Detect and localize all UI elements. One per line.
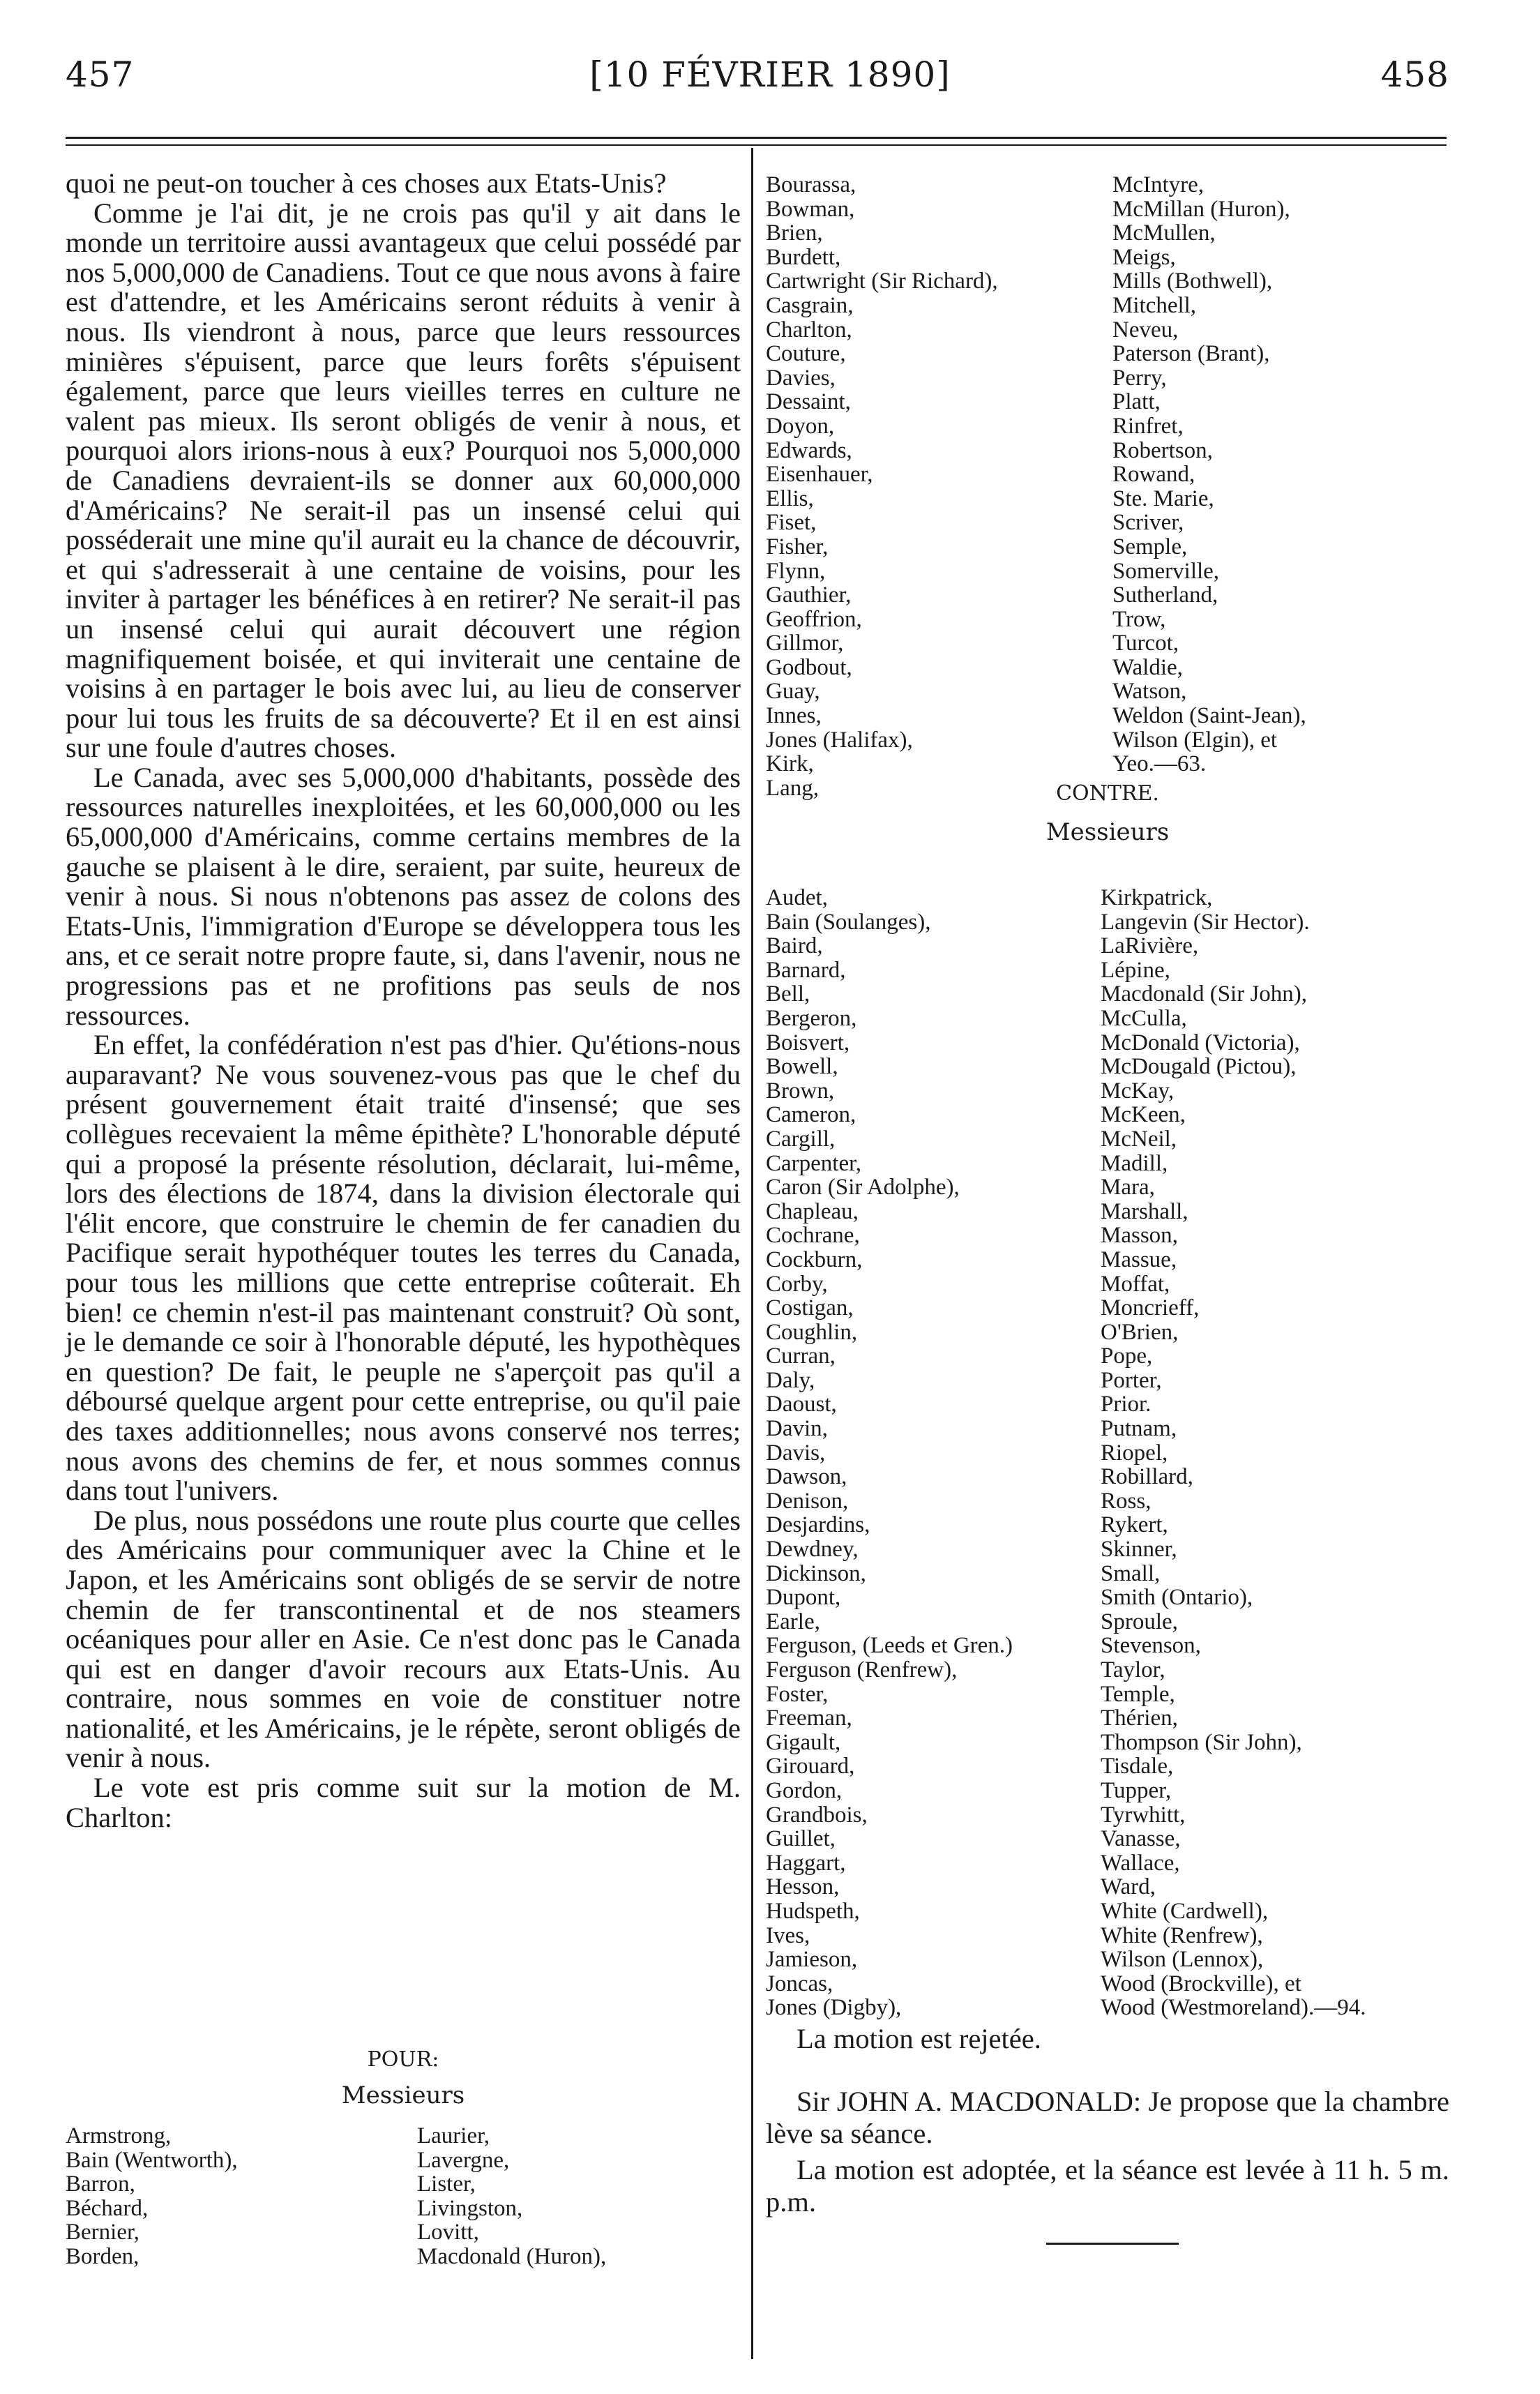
member-name: Robillard, xyxy=(1101,1464,1193,1490)
member-name: Ferguson (Renfrew), xyxy=(766,1657,958,1682)
member-name: Bell, xyxy=(766,981,810,1007)
member-name: Rinfret, xyxy=(1112,413,1184,439)
member-name: Doyon, xyxy=(766,413,835,439)
member-name: McDougald (Pictou), xyxy=(1101,1054,1297,1080)
member-name: Gauthier, xyxy=(766,582,852,608)
pour-names-list-d xyxy=(1112,173,1306,776)
member-name: McDonald (Victoria), xyxy=(1101,1030,1300,1055)
macdonald-text xyxy=(766,2086,1449,2150)
member-name: Wood (Westmoreland).—94. xyxy=(1101,1995,1366,2021)
member-name: Macdonald (Sir John), xyxy=(1101,981,1308,1007)
member-name: Dickinson, xyxy=(766,1560,866,1586)
member-name: Scriver, xyxy=(1112,510,1184,536)
pour-label: POUR: xyxy=(367,2047,439,2072)
member-name: Temple, xyxy=(1101,1681,1175,1707)
member-name: Trow, xyxy=(1112,606,1166,632)
left-column xyxy=(66,169,741,1832)
member-name: Riopel, xyxy=(1101,1440,1168,1466)
member-name: Costigan, xyxy=(766,1295,854,1321)
member-name: Meigs, xyxy=(1112,244,1176,270)
member-name: Earle, xyxy=(766,1609,820,1634)
member-name: Stevenson, xyxy=(1101,1633,1201,1659)
pour-names-list-a xyxy=(66,2124,238,2269)
member-name: Laurier, xyxy=(417,2123,490,2148)
member-name: Skinner, xyxy=(1101,1537,1177,1563)
member-name: Lavergne, xyxy=(417,2147,510,2173)
member-name: Cartwright (Sir Richard), xyxy=(766,269,998,294)
member-name: Daoust, xyxy=(766,1392,837,1417)
member-name: White (Cardwell), xyxy=(1101,1898,1269,1924)
member-name: Desjardins, xyxy=(766,1512,870,1538)
member-name: Brien, xyxy=(766,220,823,246)
motion-rejected: La motion est rejetée. xyxy=(797,2023,1041,2054)
member-name: Dewdney, xyxy=(766,1537,859,1563)
member-name: Barron, xyxy=(66,2171,135,2197)
member-name: Turcot, xyxy=(1112,631,1179,656)
member-name: Dessaint, xyxy=(766,389,851,415)
member-name: Ward, xyxy=(1101,1874,1156,1900)
paragraph: Comme je l'ai dit, je ne crois pas qu'il y ait dans le monde un territoire aussi avantageux que celui possédé par nos 5,000,000 de Canadiens. Tout ce que nous avons à faire est d'attendre, et les Américains seront réduits à venir à nous. Ils viendront à nous, parce que leurs ressources minières s'épuisent, parce que leurs forêts s'épuisent également, parce que leurs vieilles terres en culture ne valent pas mieux. Ils seront obligés de venir à nous, et pourquoi alors irions-nous à eux? Pourquoi nos 5,000,000 de Canadiens devraient-ils se donner aux 60,000,000 d'Américains? Ne serait-il pas un insensé celui qui posséderait une mine qu'il aurait eu la chance de découvrir, et qui s'adresserait à une centaine de voisins, pour les inviter à partager les bénéfices à en retirer? Ne serait-il pas un insensé celui qui aurait découvert une région magnifiquement boisée, et qui inviterait une centaine de voisins à en partager le bois avec lui, au lieu de conserver pour lui tous les fruits de sa découverte? Et il en est ainsi sur une foule d'autres choses. xyxy=(66,197,741,764)
member-name: Borden, xyxy=(66,2243,139,2269)
member-name: Wallace, xyxy=(1101,1850,1180,1876)
member-name: Bergeron, xyxy=(766,1005,857,1031)
member-name: Chapleau, xyxy=(766,1198,859,1224)
member-name: Jamieson, xyxy=(766,1947,858,1973)
member-name: Pope, xyxy=(1101,1343,1153,1369)
member-name: Coughlin, xyxy=(766,1319,858,1345)
member-name: Hudspeth, xyxy=(766,1898,860,1924)
member-name: Macdonald (Huron), xyxy=(417,2243,607,2269)
member-name: Yeo.—63. xyxy=(1112,751,1207,777)
member-name: Ste. Marie, xyxy=(1112,485,1214,511)
member-name: Bernier, xyxy=(66,2220,139,2245)
page-number-right: 458 xyxy=(1380,54,1449,95)
member-name: Boisvert, xyxy=(766,1030,850,1055)
member-name: Baird, xyxy=(766,933,823,959)
member-name: Wood (Brockville), et xyxy=(1101,1971,1301,1996)
member-name: Gigault, xyxy=(766,1729,841,1755)
member-name: Semple, xyxy=(1112,534,1188,559)
member-name: McNeil, xyxy=(1101,1126,1177,1152)
member-name: Burdett, xyxy=(766,244,841,270)
member-name: O'Brien, xyxy=(1101,1319,1179,1345)
member-name: Eisenhauer, xyxy=(766,462,873,488)
member-name: Corby, xyxy=(766,1271,828,1297)
member-name: Tupper, xyxy=(1101,1777,1172,1803)
pour-heading xyxy=(66,2047,741,2109)
member-name: Davies, xyxy=(766,365,836,391)
member-name: Bain (Soulanges), xyxy=(766,909,931,935)
member-name: Livingston, xyxy=(417,2195,523,2221)
paragraph: En effet, la confédération n'est pas d'hier. Qu'étions-nous auparavant? Ne vous souvenez-vous pas que le chef du présent gouvernement était traité d'insensé; que ses collègues recevaient la même épithète? L'honorable député qui a proposé la présente résolution, déclarait, lui-même, lors des élections de 1874, dans la division électorale qui l'élit encore, que construire le chemin de fer canadien du Pacifique serait hypothéquer toutes les terres du Canada, pour tous les millions que cette entreprise coûterait. Eh bien! ce chemin n'est-il pas maintenant construit? Où sont, je le demande ce soir à l'honorable député, les hypothèques en question? De fait, le peuple ne s'aperçoit pas qu'il a déboursé quelque argent pour cette entreprise, ou qu'il paie des taxes additionnelles; nous avons conservé nos terres; nous avons des chemins de fer, et nous sommes connus dans tout l'univers. xyxy=(66,1029,741,1507)
member-name: Wilson (Lennox), xyxy=(1101,1947,1264,1973)
member-name: Barnard, xyxy=(766,957,846,983)
member-name: Kirkpatrick, xyxy=(1101,885,1213,910)
member-name: McKay, xyxy=(1101,1078,1175,1104)
member-name: Tyrwhitt, xyxy=(1101,1802,1186,1828)
paragraph: Le Canada, avec ses 5,000,000 d'habitants, possède des ressources naturelles inexploitées, et les 60,000,000 ou les 65,000,000 d'Américains, comme certains membres de la gauche se plaisent à le dire, seraient, par suite, heureux de venir à nous. Si nous n'obtenons pas assez de colons des Etats-Unis, l'immigration d'Europe se développera tous les ans, et ce serait notre propre faute, si, dans l'avenir, nous ne progressions pas et ne profitions pas seuls de nos ressources. xyxy=(66,761,741,1031)
contre-names-list-b xyxy=(1101,886,1366,2020)
member-name: Sutherland, xyxy=(1112,582,1218,608)
member-name: Wilson (Elgin), et xyxy=(1112,727,1278,753)
member-name: Smith (Ontario), xyxy=(1101,1585,1253,1611)
member-name: Ferguson, (Leeds et Gren.) xyxy=(766,1633,1013,1659)
member-name: Cochrane, xyxy=(766,1223,860,1249)
member-name: Ives, xyxy=(766,1922,810,1948)
header-rule xyxy=(66,137,1447,139)
adopted-text xyxy=(766,2154,1449,2218)
member-name: Jones (Digby), xyxy=(766,1995,902,2021)
member-name: Weldon (Saint-Jean), xyxy=(1112,703,1306,729)
paragraph: De plus, nous possédons une route plus courte que celles des Américains pour communiquer avec la Chine et le Japon, et les Américains sont obligés de se servir de notre chemin de fer transcontinental et de nos steamers océaniques pour aller en Asie. Ce n'est donc pas le Canada qui est en danger d'avoir recours aux Etats-Unis. Au contraire, nous sommes en voie de constituer notre nationalité, et les Américains, je le répète, seront obligés de venir à nous. xyxy=(66,1504,741,1774)
member-name: Dawson, xyxy=(766,1464,847,1490)
end-rule xyxy=(1046,2243,1179,2245)
member-name: Girouard, xyxy=(766,1754,855,1779)
member-name: Curran, xyxy=(766,1343,836,1369)
member-name: Thompson (Sir John), xyxy=(1101,1729,1302,1755)
member-name: Armstrong, xyxy=(66,2123,172,2148)
pour-names-list-b xyxy=(417,2124,606,2269)
member-name: Marshall, xyxy=(1101,1198,1188,1224)
member-name: Madill, xyxy=(1101,1150,1168,1176)
member-name: Couture, xyxy=(766,341,846,367)
member-name: Thérien, xyxy=(1101,1706,1178,1731)
member-name: Rowand, xyxy=(1112,462,1195,488)
member-name: Casgrain, xyxy=(766,292,854,318)
member-name: Cargill, xyxy=(766,1126,836,1152)
member-name: Brown, xyxy=(766,1078,835,1104)
member-name: Ross, xyxy=(1101,1488,1152,1514)
member-name: Mara, xyxy=(1101,1175,1155,1200)
member-name: McCulla, xyxy=(1101,1005,1187,1031)
member-name: Freeman, xyxy=(766,1706,852,1731)
member-name: Somerville, xyxy=(1112,558,1220,584)
member-name: Lépine, xyxy=(1101,957,1170,983)
member-name: Guay, xyxy=(766,679,820,705)
member-name: McMullen, xyxy=(1112,220,1216,246)
result-text xyxy=(766,2023,1449,2055)
member-name: McIntyre, xyxy=(1112,172,1205,197)
member-name: Bowell, xyxy=(766,1054,838,1080)
member-name: Robertson, xyxy=(1112,437,1213,463)
member-name: Grandbois, xyxy=(766,1802,868,1828)
paragraph: Le vote est pris comme suit sur la motion de M. Charlton: xyxy=(66,1772,741,1833)
member-name: Bain (Wentworth), xyxy=(66,2147,238,2173)
member-name: Moffat, xyxy=(1101,1271,1170,1297)
member-name: Kirk, xyxy=(766,751,814,777)
member-name: Guillet, xyxy=(766,1826,836,1852)
member-name: Caron (Sir Adolphe), xyxy=(766,1175,960,1200)
member-name: Prior. xyxy=(1101,1392,1152,1417)
member-name: Lister, xyxy=(417,2171,476,2197)
paragraph: quoi ne peut-on toucher à ces choses aux Etats-Unis? xyxy=(66,167,667,199)
column-divider xyxy=(751,148,753,2359)
member-name: Gordon, xyxy=(766,1777,843,1803)
member-name: Fisher, xyxy=(766,534,829,559)
member-name: Charlton, xyxy=(766,317,852,342)
member-name: Mitchell, xyxy=(1112,292,1197,318)
member-name: Joncas, xyxy=(766,1971,833,1996)
member-name: Carpenter, xyxy=(766,1150,862,1176)
member-name: Vanasse, xyxy=(1101,1826,1181,1852)
member-name: Audet, xyxy=(766,885,828,910)
member-name: Small, xyxy=(1101,1560,1161,1586)
member-name: Cockburn, xyxy=(766,1247,863,1272)
member-name: Paterson (Brant), xyxy=(1112,341,1270,367)
member-name: Langevin (Sir Hector). xyxy=(1101,909,1310,935)
member-name: Perry, xyxy=(1112,365,1167,391)
member-name: Godbout, xyxy=(766,654,852,680)
member-name: Flynn, xyxy=(766,558,826,584)
member-name: McMillan (Huron), xyxy=(1112,196,1290,222)
motion-adopted: La motion est adoptée, et la séance est levée à 11 h. 5 m. p.m. xyxy=(766,2154,1449,2218)
member-name: Tisdale, xyxy=(1101,1754,1174,1779)
member-name: Foster, xyxy=(766,1681,829,1707)
member-name: Masson, xyxy=(1101,1223,1178,1249)
contre-names-list-a xyxy=(766,886,1013,2020)
member-name: Innes, xyxy=(766,703,822,729)
messieurs-label: Messieurs xyxy=(341,2081,465,2109)
member-name: Taylor, xyxy=(1101,1657,1165,1682)
header-rule-thin xyxy=(66,144,1447,146)
member-name: White (Renfrew), xyxy=(1101,1922,1263,1948)
member-name: Sproule, xyxy=(1101,1609,1178,1634)
member-name: Ellis, xyxy=(766,485,814,511)
member-name: Daly, xyxy=(766,1367,815,1393)
member-name: Porter, xyxy=(1101,1367,1162,1393)
member-name: Denison, xyxy=(766,1488,849,1514)
member-name: Davis, xyxy=(766,1440,826,1466)
member-name: Lang, xyxy=(766,775,820,801)
member-name: Geoffrion, xyxy=(766,606,862,632)
member-name: Watson, xyxy=(1112,679,1187,705)
page-number-left: 457 xyxy=(66,54,135,95)
contre-label: CONTRE. xyxy=(1056,781,1159,806)
contre-heading xyxy=(766,781,1449,846)
member-name: Bourassa, xyxy=(766,172,856,197)
member-name: LaRivière, xyxy=(1101,933,1199,959)
member-name: Haggart, xyxy=(766,1850,846,1876)
member-name: Bowman, xyxy=(766,196,855,222)
member-name: Béchard, xyxy=(66,2195,149,2221)
member-name: Neveu, xyxy=(1112,317,1179,342)
member-name: Davin, xyxy=(766,1416,828,1442)
member-name: Lovitt, xyxy=(417,2220,479,2245)
member-name: Mills (Bothwell), xyxy=(1112,269,1273,294)
messieurs-label: Messieurs xyxy=(1045,818,1170,846)
macdonald-motion: Sir JOHN A. MACDONALD: Je propose que la chambre lève sa séance. xyxy=(766,2086,1449,2149)
member-name: Rykert, xyxy=(1101,1512,1168,1538)
member-name: Cameron, xyxy=(766,1102,856,1128)
member-name: Hesson, xyxy=(766,1874,840,1900)
member-name: Jones (Halifax), xyxy=(766,727,913,753)
pour-names-list-c xyxy=(766,173,998,800)
member-name: Putnam, xyxy=(1101,1416,1177,1442)
member-name: Platt, xyxy=(1112,389,1161,415)
member-name: Massue, xyxy=(1101,1247,1177,1272)
member-name: Dupont, xyxy=(766,1585,841,1611)
member-name: Fiset, xyxy=(766,510,817,536)
member-name: McKeen, xyxy=(1101,1102,1186,1128)
member-name: Edwards, xyxy=(766,437,852,463)
member-name: Waldie, xyxy=(1112,654,1183,680)
page-date-header: [10 FÉVRIER 1890] xyxy=(589,54,951,95)
member-name: Gillmor, xyxy=(766,631,844,656)
member-name: Moncrieff, xyxy=(1101,1295,1200,1321)
